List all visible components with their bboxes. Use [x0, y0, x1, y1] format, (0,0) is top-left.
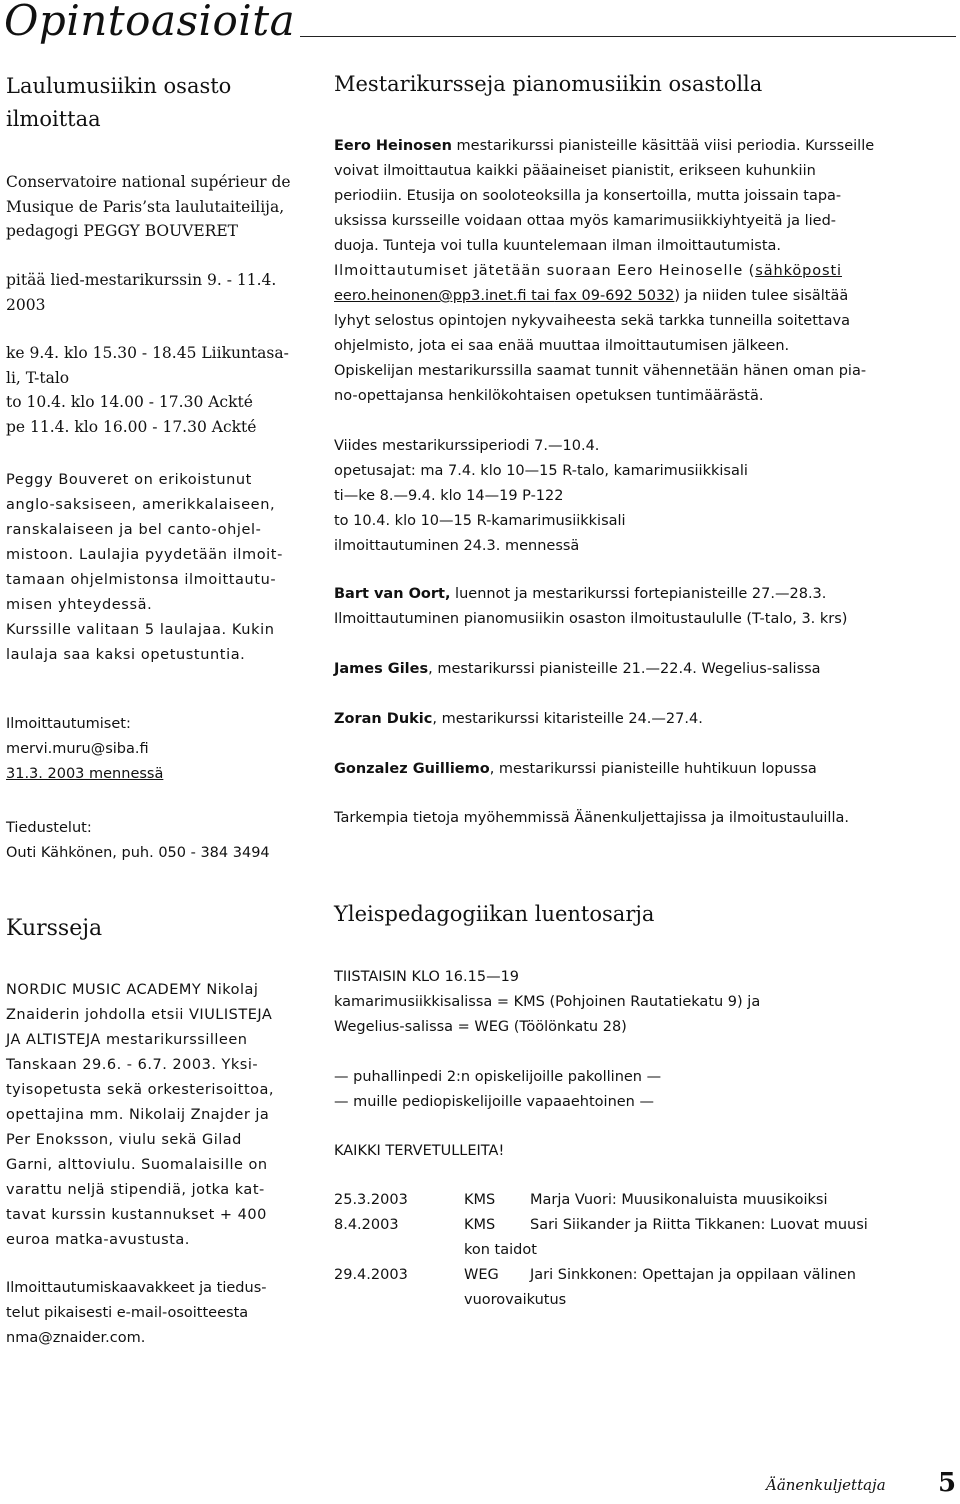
- gonzalez-guilliemo: Gonzalez Guilliemo, mestarikurssi pianisteille huhtikuun lopussa: [334, 761, 817, 777]
- welcome-text: KAIKKI TERVETULLEITA!: [334, 1143, 505, 1159]
- zoran-dukic: Zoran Dukic, mestarikurssi kitaristeille 24.—27.4.: [334, 711, 703, 727]
- schedule-row-cont: kon taidot: [464, 1242, 537, 1258]
- kursseja-footer: Ilmoittautumiskaavakkeet ja tiedus- telut pikaisesti e-mail-osoitteesta nma@znaider.com.: [6, 1276, 310, 1351]
- registration-info: Ilmoittautumiset: mervi.muru@siba.fi 31.3. 2003 mennessä: [6, 712, 326, 787]
- course-schedule: ke 9.4. klo 15.30 - 18.45 Liikuntasa- li, T-talo to 10.4. klo 14.00 - 17.30 Ackté pe 11.4. klo 16.00 - 17.30 Ackté: [6, 344, 289, 436]
- eero-heinonen-paragraph: Eero Heinosen mestarikurssi pianisteille käsittää viisi periodia. Kursseille voivat ilmoittautua kaikki pääaineiset pianistit, erikseen kuhunkiin periodiin. Etusija on sooloteoksilla ja konsertoilla, mutta joissain tapa- uksissa kursseille voidaan ottaa myös kamarimusiikkiyhtyeitä ja lied- duoja. Tunteja voi tulla kuuntelemaan ilman ilmoittautumista. Ilmoittautumiset jätetään suoraan Eero Heinoselle (sähköposti eero.heinonen@pp3.inet.fi tai fax 09-692 5032) ja niiden tulee sisältää lyhyt selostus opintojen nykyvaiheesta sekä tarkka tunneilla soitettava ohjelmisto, jota ei saa enää muuttaa ilmoittautumisen jälkeen. Opiskelijan mestarikurssilla saamat tunnit vähennetään hänen oman pia- no-opettajansa henkilökohtaisen opetuksen tuntimäärästä.: [334, 138, 875, 404]
- course-description: Peggy Bouveret on erikoistunut anglo-saksiseen, amerikkalaiseen, ranskalaiseen ja bel canto-ohjel- mistoon. Laulajia pyydetään ilmoit- tamaan ohjelmistonsa ilmoittautu- misen yhteydessä. Kurssille valitaan 5 laulajaa. Kukin laulaja saa kaksi opetustuntia.: [6, 472, 283, 663]
- title-rule: [300, 36, 956, 37]
- publication-name: Äänenkuljettaja: [766, 1476, 886, 1494]
- laulumusiikki-heading: Laulumusiikin osasto ilmoittaa: [6, 74, 232, 131]
- kursseja-heading: Kursseja: [6, 916, 103, 941]
- period-info: Viides mestarikurssiperiodi 7.—10.4. opetusajat: ma 7.4. klo 10—15 R-talo, kamarimusiikkisali ti—ke 8.—9.4. klo 14—19 P-122 to 10.4. klo 10—15 R-kamarimusiikkisali ilmoittautuminen 24.3. mennessä: [334, 438, 748, 554]
- laulumusiikki-intro: Conservatoire national supérieur de Musique de Paris’sta laulutaiteilija, pedagogi PEGGY BOUVERET: [6, 173, 291, 240]
- mestarikursseja-heading: Mestarikursseja pianomusiikin osastolla: [334, 72, 763, 96]
- kursseja-body: NORDIC MUSIC ACADEMY Nikolaj Znaiderin johdolla etsii VIULISTEJA JA ALTISTEJA mestarikurssilleen Tanskaan 29.6. - 6.7. 2003. Yksi- tyisopetusta sekä orkesterisoittoa, opettajina mm. Nikolaij Znajder ja Per Enoksson, viulu sekä Gilad Garni, alttoviulu. Suomalaisille on varattu neljä stipendiä, jotka kat- tavat kurssin kustannukset + 400 euroa matka-avustusta.: [6, 982, 275, 1248]
- schedule-row: 29.4.2003 WEG Jari Sinkkonen: Opettajan ja oppilaan välinen: [334, 1267, 856, 1283]
- nma-email[interactable]: nma@znaider.com.: [6, 1330, 146, 1346]
- course-dates: pitää lied-mestarikurssin 9. - 11.4. 2003: [6, 271, 277, 314]
- james-giles: James Giles, mestarikurssi pianisteille 21.—22.4. Wegelius-salissa: [334, 661, 821, 677]
- schedule-row: 8.4.2003 KMS Sari Siikander ja Riitta Tikkanen: Luovat muusi: [334, 1217, 868, 1233]
- email-link[interactable]: sähköposti: [755, 263, 842, 279]
- page-number: 5: [938, 1468, 957, 1498]
- schedule-row-cont: vuorovaikutus: [464, 1292, 567, 1308]
- more-info: Tarkempia tietoja myöhemmissä Äänenkuljettajissa ja ilmoitustauluilla.: [334, 810, 849, 826]
- inquiries-info: Tiedustelut: Outi Kähkönen, puh. 050 - 384 3494: [6, 820, 270, 861]
- heinonen-email[interactable]: eero.heinonen@pp3.inet.fi: [334, 288, 527, 304]
- lecture-intro: TIISTAISIN KLO 16.15—19 kamarimusiikkisalissa = KMS (Pohjoinen Rautatiekatu 9) ja Wegelius-salissa = WEG (Töölönkatu 28): [334, 969, 761, 1035]
- lecture-notes: — puhallinpedi 2:n opiskelijoille pakollinen — — muille pediopiskelijoille vapaaehtoinen —: [334, 1069, 662, 1110]
- yleispedagogiikka-heading: Yleispedagogiikan luentosarja: [334, 902, 655, 926]
- page-title: Opintoasioita: [4, 0, 296, 45]
- lecture-schedule: [334, 1188, 958, 1313]
- registration-email[interactable]: mervi.muru@siba.fi: [6, 741, 149, 757]
- schedule-row: 25.3.2003 KMS Marja Vuori: Muusikonaluista muusikoiksi: [334, 1192, 828, 1208]
- bart-van-oort: Bart van Oort, luennot ja mestarikurssi fortepianisteille 27.—28.3. Ilmoittautuminen pianomusiikin osaston ilmoitustaululle (T-talo, 3. krs): [334, 586, 848, 627]
